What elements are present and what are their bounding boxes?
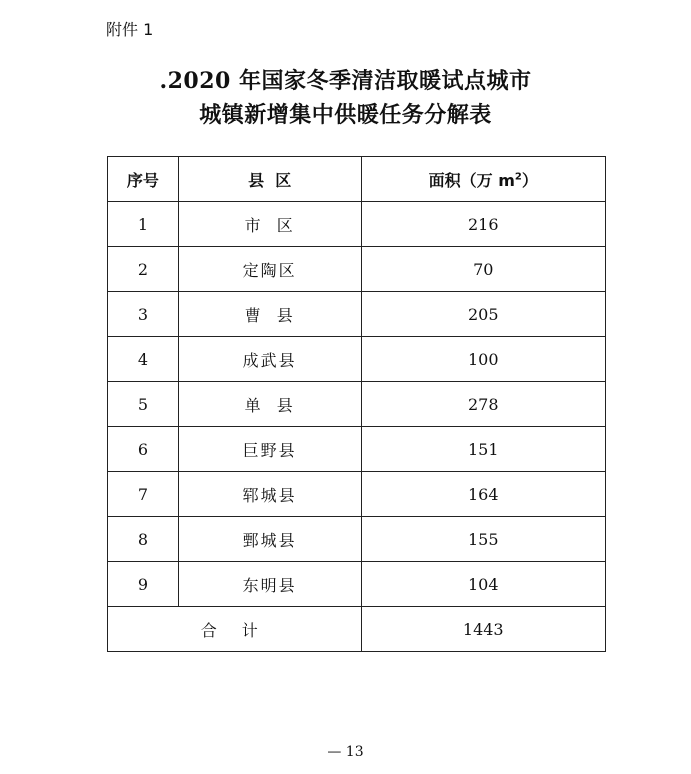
table-row: [108, 337, 606, 382]
row-area: 70: [361, 247, 605, 292]
row-index: 5: [108, 382, 179, 427]
column-header-county: 县 区: [178, 157, 361, 202]
row-county: 郓城县: [178, 472, 361, 517]
row-index: 7: [108, 472, 179, 517]
table-header-row: [108, 157, 606, 202]
row-county: 市 区: [178, 202, 361, 247]
row-area: 104: [361, 562, 605, 607]
table-total-row: [108, 607, 606, 652]
row-area: 278: [361, 382, 605, 427]
page-number: — 13: [327, 744, 364, 760]
row-county: 东明县: [178, 562, 361, 607]
row-area: 100: [361, 337, 605, 382]
table-row: [108, 562, 606, 607]
row-index: 2: [108, 247, 179, 292]
table-row: [108, 202, 606, 247]
table-row: [108, 247, 606, 292]
area-header-prefix: 面积（万 m: [428, 170, 515, 190]
column-header-index: 序号: [108, 157, 179, 202]
total-value: 1443: [361, 607, 605, 652]
document-title-line-2: 城镇新增集中供暖任务分解表: [199, 102, 492, 128]
row-index: 9: [108, 562, 179, 607]
row-county: 成武县: [178, 337, 361, 382]
row-index: 8: [108, 517, 179, 562]
table-row: [108, 382, 606, 427]
row-area: 205: [361, 292, 605, 337]
column-header-area: [361, 157, 605, 202]
row-county: 单 县: [178, 382, 361, 427]
table-row: [108, 292, 606, 337]
heating-task-table: [107, 156, 606, 652]
row-area: 151: [361, 427, 605, 472]
attachment-label: 附件 1: [106, 20, 154, 39]
row-county: 巨野县: [178, 427, 361, 472]
total-label: 合 计: [108, 607, 362, 652]
row-county: 定陶区: [178, 247, 361, 292]
row-index: 3: [108, 292, 179, 337]
table-row: [108, 517, 606, 562]
row-county: 鄄城县: [178, 517, 361, 562]
row-area: 164: [361, 472, 605, 517]
row-area: 216: [361, 202, 605, 247]
area-header-suffix: ）: [521, 170, 538, 190]
row-county: 曹 县: [178, 292, 361, 337]
row-index: 1: [108, 202, 179, 247]
row-index: 6: [108, 427, 179, 472]
row-index: 4: [108, 337, 179, 382]
area-header-superscript: 2: [514, 171, 522, 183]
table-row: [108, 472, 606, 517]
row-area: 155: [361, 517, 605, 562]
table-row: [108, 427, 606, 472]
document-title-line-1: .2020 年国家冬季清洁取暖试点城市: [159, 68, 532, 94]
